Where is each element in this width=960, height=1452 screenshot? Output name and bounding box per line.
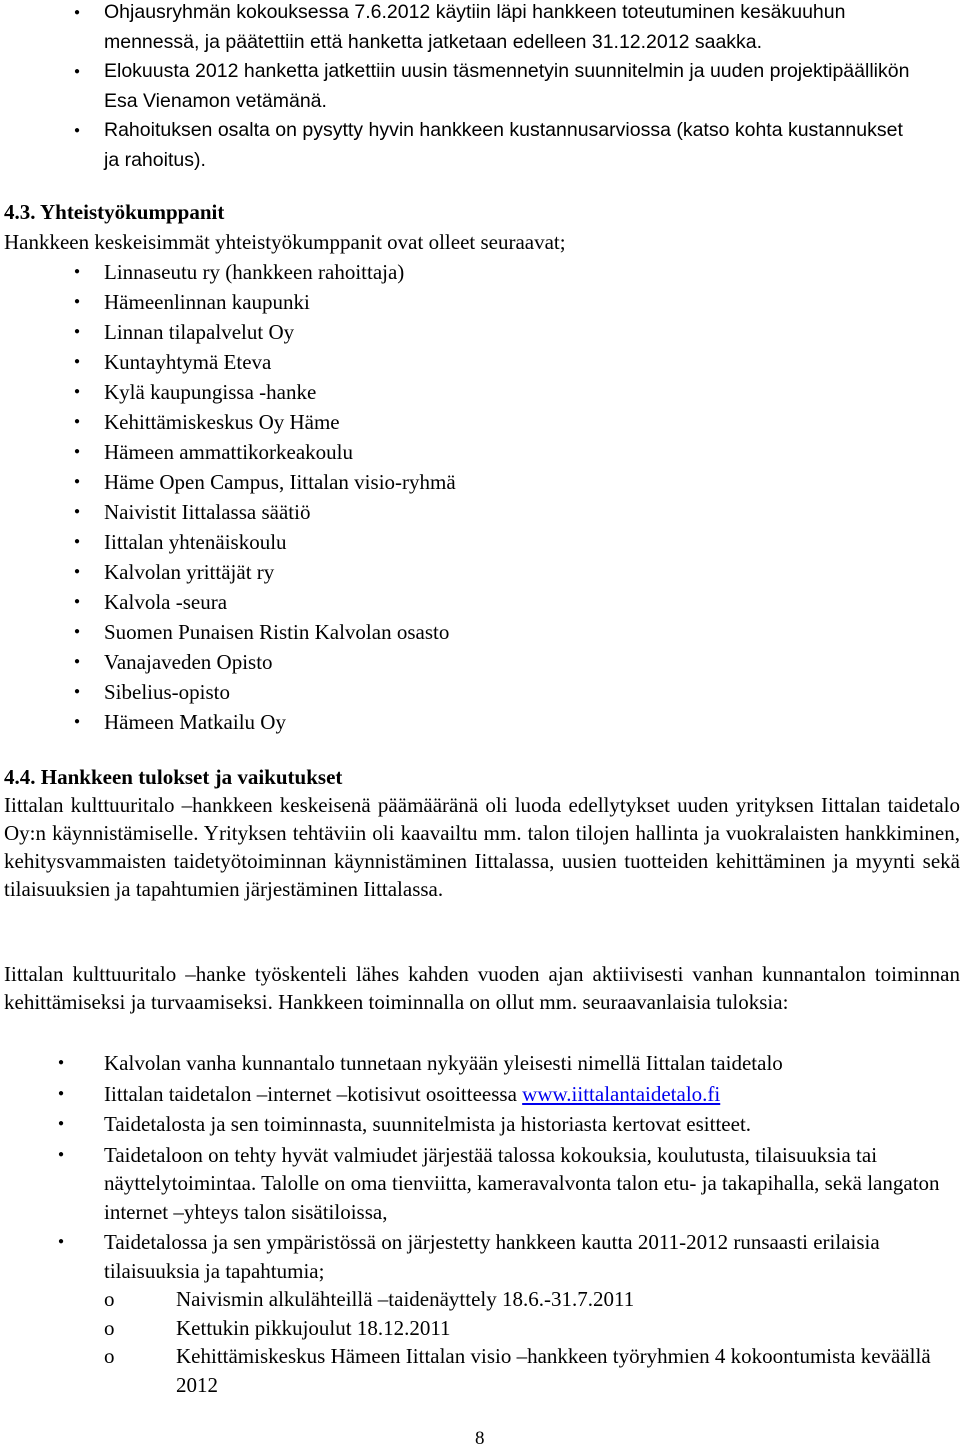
result-events-text: ● Taidetalossa ja sen ympäristössä on järjestetty hankkeen kautta 2011-2012 runsaasti erilaisia tilaisuuksia ja tapahtumia; [104,1230,880,1283]
section-4-3-heading: 4.3. Yhteistyökumppanit [4,200,225,224]
section-4-4-paragraph-1: Iittalan kulttuuritalo –hankkeen keskeisenä päämääränä oli luoda edellytykset uuden yrityksen Iittalan taidetalo Oy:n käynnistämiselle. Yrityksen tehtäviin oli kaavailtu mm. talon tilojen hallinta ja vuokralaisten hankkiminen, kehitysvammaisten taidetyötoiminnan käynnistäminen Iittalassa, uusien tuotteiden kehittäminen ja myynti sekä tilaisuuksien ja tapahtumien järjestäminen Iittalassa. [4,793,960,901]
intro-bullet-item: ● Rahoituksen osalta on pysytty hyvin hankkeen kustannusarviossa (katso kohta kustannukset ja rahoitus). [0,116,960,175]
partner-item: ● Kalvolan yrittäjät ry [0,557,960,587]
partner-item: ● Sibelius-opisto [0,677,960,707]
website-link[interactable]: www.iittalantaidetalo.fi [522,1081,721,1106]
partner-item: ● Kehittämiskeskus Oy Häme [0,407,960,437]
partner-item: ● Hämeen Matkailu Oy [0,707,960,737]
result-item-events [0,1228,960,1399]
events-sublist [104,1285,940,1399]
partner-item: ● Linnaseutu ry (hankkeen rahoittaja) [0,257,960,287]
partner-item: ● Naivistit Iittalassa säätiö [0,497,960,527]
section-4-4-heading: 4.4. Hankkeen tulokset ja vaikutukset [4,765,343,789]
partner-item: ● Hämeen ammattikorkeakoulu [0,437,960,467]
partner-item: ● Kylä kaupungissa -hanke [0,377,960,407]
partner-item: ● Vanajaveden Opisto [0,647,960,677]
result-item: ● Taidetaloon on tehty hyvät valmiudet järjestää talossa kokouksia, koulutusta, tilaisuuksia tai näyttelytoimintaa. Talolle on oma tienviitta, kameravalvonta talon etu- ja takapihalla, sekä langaton internet –yhteys talon sisätiloissa, [0,1141,960,1227]
partner-item: ● Suomen Punaisen Ristin Kalvolan osasto [0,617,960,647]
intro-bullet-item: ● Elokuusta 2012 hanketta jatkettiin uusin täsmennetyin suunnitelmin ja uuden projektipäällikön Esa Vienamon vetämänä. [0,57,960,116]
partner-item: ● Kuntayhtymä Eteva [0,347,960,377]
page-number: 8 [475,1428,485,1449]
partner-item: ● Iittalan yhtenäiskoulu [0,527,960,557]
intro-bullet-list [0,0,960,175]
partner-item: ● Kalvola -seura [0,587,960,617]
results-list [0,1049,960,1399]
result-item: ● Kalvolan vanha kunnantalo tunnetaan nykyään yleisesti nimellä Iittalan taidetalo [0,1049,960,1078]
section-4-4-paragraph-2: Iittalan kulttuuritalo –hanke työskenteli lähes kahden vuoden ajan aktiivisesti vanhan kunnantalon toiminnan kehittämiseksi ja turvaamiseksi. Hankkeen toiminnalla on ollut mm. seuraavanlaisia tuloksia: [4,962,960,1014]
event-item: o Naivismin alkulähteillä –taidenäyttely 18.6.-31.7.2011 [104,1285,940,1314]
result-website-text: Iittalan taidetalon –internet –kotisivut osoitteessa [104,1081,523,1106]
section-4-3-intro: Hankkeen keskeisimmät yhteistyökumppanit ovat olleet seuraavat; [4,230,566,254]
intro-bullet-item: ● Ohjausryhmän kokouksessa 7.6.2012 käytiin läpi hankkeen toteutuminen kesäkuuhun mennessä, ja päätettiin että hanketta jatketaan edelleen 31.12.2012 saakka. [0,0,960,57]
partner-item: ● Häme Open Campus, Iittalan visio-ryhmä [0,467,960,497]
event-item: o Kettukin pikkujoulut 18.12.2011 [104,1314,940,1343]
partner-item: ● Linnan tilapalvelut Oy [0,317,960,347]
partner-list [0,257,960,737]
result-item: ● Taidetalosta ja sen toiminnasta, suunnitelmista ja historiasta kertovat esitteet. [0,1110,960,1139]
event-item: o Kehittämiskeskus Hämeen Iittalan visio –hankkeen työryhmien 4 kokoontumista keväällä 2012 [104,1342,940,1399]
partner-item: ● Hämeenlinnan kaupunki [0,287,960,317]
result-item-website [0,1080,960,1109]
